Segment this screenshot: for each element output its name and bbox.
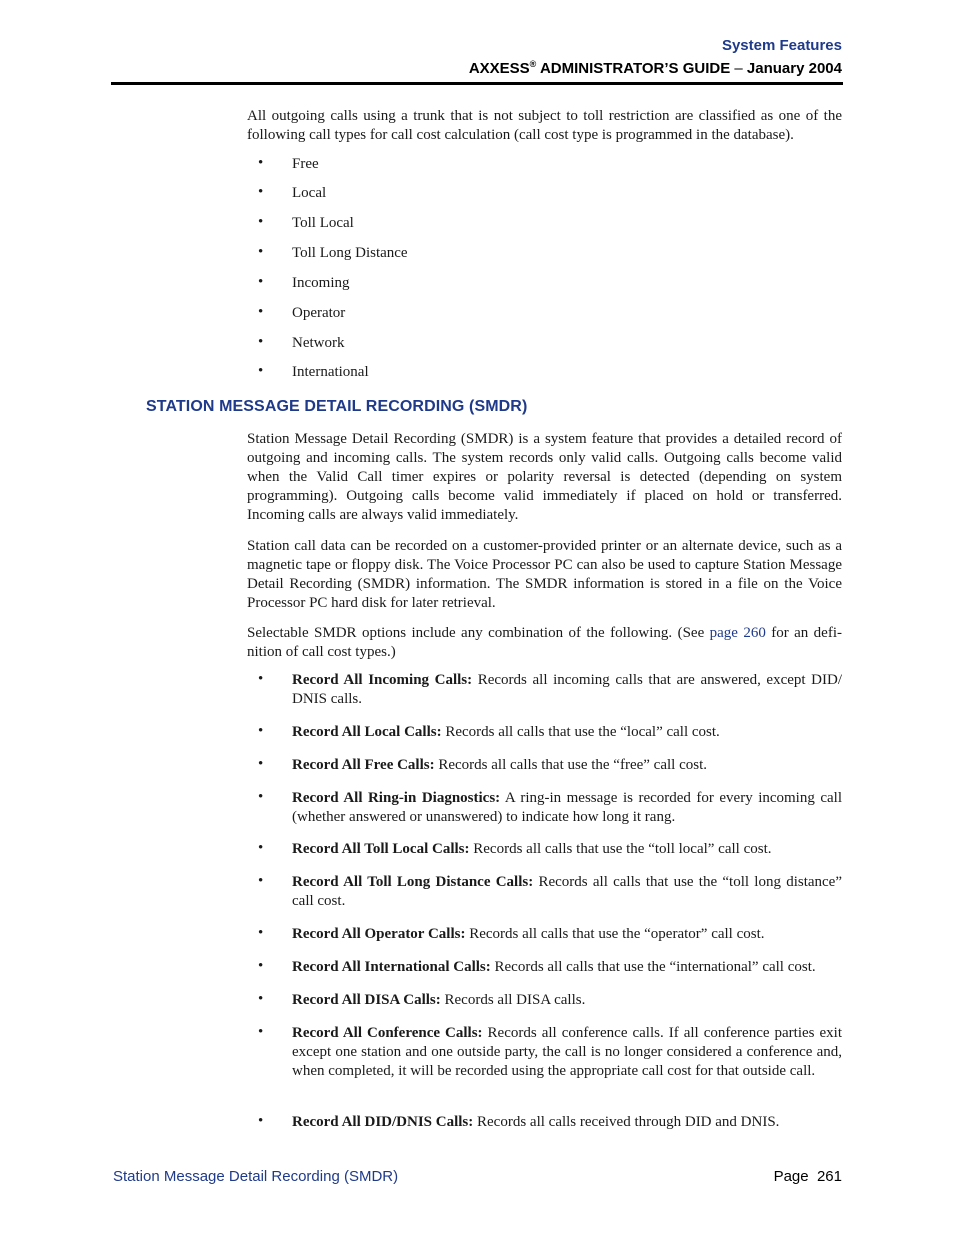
list-item-label: Free — [292, 156, 319, 172]
option-description: Records all DISA calls. — [440, 992, 586, 1008]
guide-subtitle: ADMINISTRATOR’S GUIDE — [539, 60, 731, 77]
bullet-icon: • — [258, 184, 264, 200]
list-item-label: Local — [292, 185, 327, 201]
option-item — [258, 671, 842, 709]
bullet-icon: • — [258, 925, 264, 941]
option-item — [258, 789, 842, 827]
page-reference-link[interactable]: page 260 — [709, 625, 766, 641]
option-description: Records all conference calls. If all conference parties exit except one station and one outside party, the call is no longer considered a conference and, when completed, it will be recorded using the appropriate call cost for that outside call. — [292, 1025, 842, 1079]
option-description: Records all calls received through DID and DNIS. — [473, 1114, 780, 1130]
option-item — [258, 723, 842, 742]
option-item — [258, 991, 842, 1010]
option-description: Records all calls that use the “international” call cost. — [490, 959, 816, 975]
bullet-icon: • — [258, 991, 264, 1007]
bullet-icon: • — [258, 244, 264, 260]
option-term: Record All Local Calls: — [292, 724, 442, 740]
bullet-icon: • — [258, 334, 264, 350]
bullet-icon: • — [258, 1024, 264, 1040]
paragraph-text: Selectable SMDR options include any combination of the following. (See — [247, 625, 710, 641]
registered-mark: ® — [529, 59, 537, 69]
list-item-label: Incoming — [292, 275, 350, 291]
option-term: Record All Operator Calls: — [292, 926, 466, 942]
bullet-icon: • — [258, 756, 264, 772]
bullet-icon: • — [258, 363, 264, 379]
option-item — [258, 873, 842, 911]
option-item — [258, 1024, 842, 1081]
option-description: Records all calls that use the “operator” call cost. — [465, 926, 765, 942]
option-description: Records all incoming calls that are answered, except DID/ DNIS calls. — [292, 672, 842, 707]
bullet-icon: • — [258, 958, 264, 974]
bullet-icon: • — [258, 789, 264, 805]
option-term: Record All Conference Calls: — [292, 1025, 483, 1041]
option-item — [258, 1113, 842, 1132]
footer-page-number — [774, 1168, 842, 1185]
guide-date: January 2004 — [746, 60, 842, 77]
bullet-icon: • — [258, 304, 264, 320]
header-dash: – — [734, 60, 743, 77]
smdr-paragraph-1: Station Message Detail Recording (SMDR) is a system feature that provides a detailed record of outgoing and incoming calls. The system records only valid calls. Outgoing calls become valid when the Valid Call timer expires or polarity reversal is detected (depending on system programming). Outgoing calls become valid immediately if placed on hold or transferred. Incoming calls are always valid immediately. — [247, 431, 842, 523]
option-term: Record All Toll Long Distance Calls: — [292, 874, 534, 890]
option-description: Records all calls that use the “local” call cost. — [441, 724, 720, 740]
page-number: 261 — [816, 1168, 842, 1185]
list-item-label: Toll Local — [292, 215, 354, 231]
list-item-label: Network — [292, 335, 345, 351]
paragraph-text: for an definition of call cost types.) — [247, 625, 842, 660]
bullet-icon: • — [258, 274, 264, 290]
option-term: Record All Incoming Calls: — [292, 672, 473, 688]
option-term: Record All DID/DNIS Calls: — [292, 1114, 474, 1130]
page-label: Page — [773, 1168, 809, 1185]
option-term: Record All Free Calls: — [292, 757, 435, 773]
running-header-guide — [469, 59, 842, 77]
smdr-paragraph-2: Station call data can be recorded on a customer-provided printer or an alternate device, such as a magnetic tape or floppy disk. The Voice Processor PC can also be used to capture Station Message Detail Recording (SMDR) information. The SMDR information is stored in a file on the Voice Processor PC hard disk for later retrieval. — [247, 538, 842, 611]
option-item — [258, 756, 842, 775]
guide-title: AXXESS — [468, 60, 530, 77]
running-header-section: System Features — [721, 37, 842, 54]
option-description: Records all calls that use the “free” call cost. — [434, 757, 707, 773]
option-description: Records all calls that use the “toll local” call cost. — [469, 841, 772, 857]
footer-section-title: Station Message Detail Recording (SMDR) — [113, 1168, 399, 1185]
option-item — [258, 840, 842, 859]
list-item-label: Operator — [292, 305, 346, 321]
option-item — [258, 958, 842, 977]
list-item-label: Toll Long Distance — [292, 245, 408, 261]
bullet-icon: • — [258, 155, 264, 171]
option-description: Records all calls that use the “toll long distance” call cost. — [292, 874, 842, 909]
smdr-paragraph-3 — [247, 624, 842, 662]
option-term: Record All Ring-in Diagnostics: — [292, 790, 501, 806]
bullet-icon: • — [258, 723, 264, 739]
bullet-icon: • — [258, 214, 264, 230]
bullet-icon: • — [258, 1113, 264, 1129]
option-term: Record All Toll Local Calls: — [292, 841, 470, 857]
option-description: A ring-in message is recorded for every incoming call (whether answered or unanswered) to indicate how long it rang. — [292, 790, 842, 825]
option-term: Record All DISA Calls: — [292, 992, 441, 1008]
header-rule — [111, 82, 843, 85]
option-item — [258, 925, 842, 944]
intro-paragraph: All outgoing calls using a trunk that is not subject to toll restriction are classified as one of the following call types for call cost calculation (call cost type is programmed in the database). — [247, 108, 842, 143]
section-heading: STATION MESSAGE DETAIL RECORDING (SMDR) — [146, 398, 528, 415]
list-item-label: International — [292, 364, 369, 380]
bullet-icon: • — [258, 671, 264, 687]
bullet-icon: • — [258, 873, 264, 889]
bullet-icon: • — [258, 840, 264, 856]
option-term: Record All International Calls: — [292, 959, 491, 975]
